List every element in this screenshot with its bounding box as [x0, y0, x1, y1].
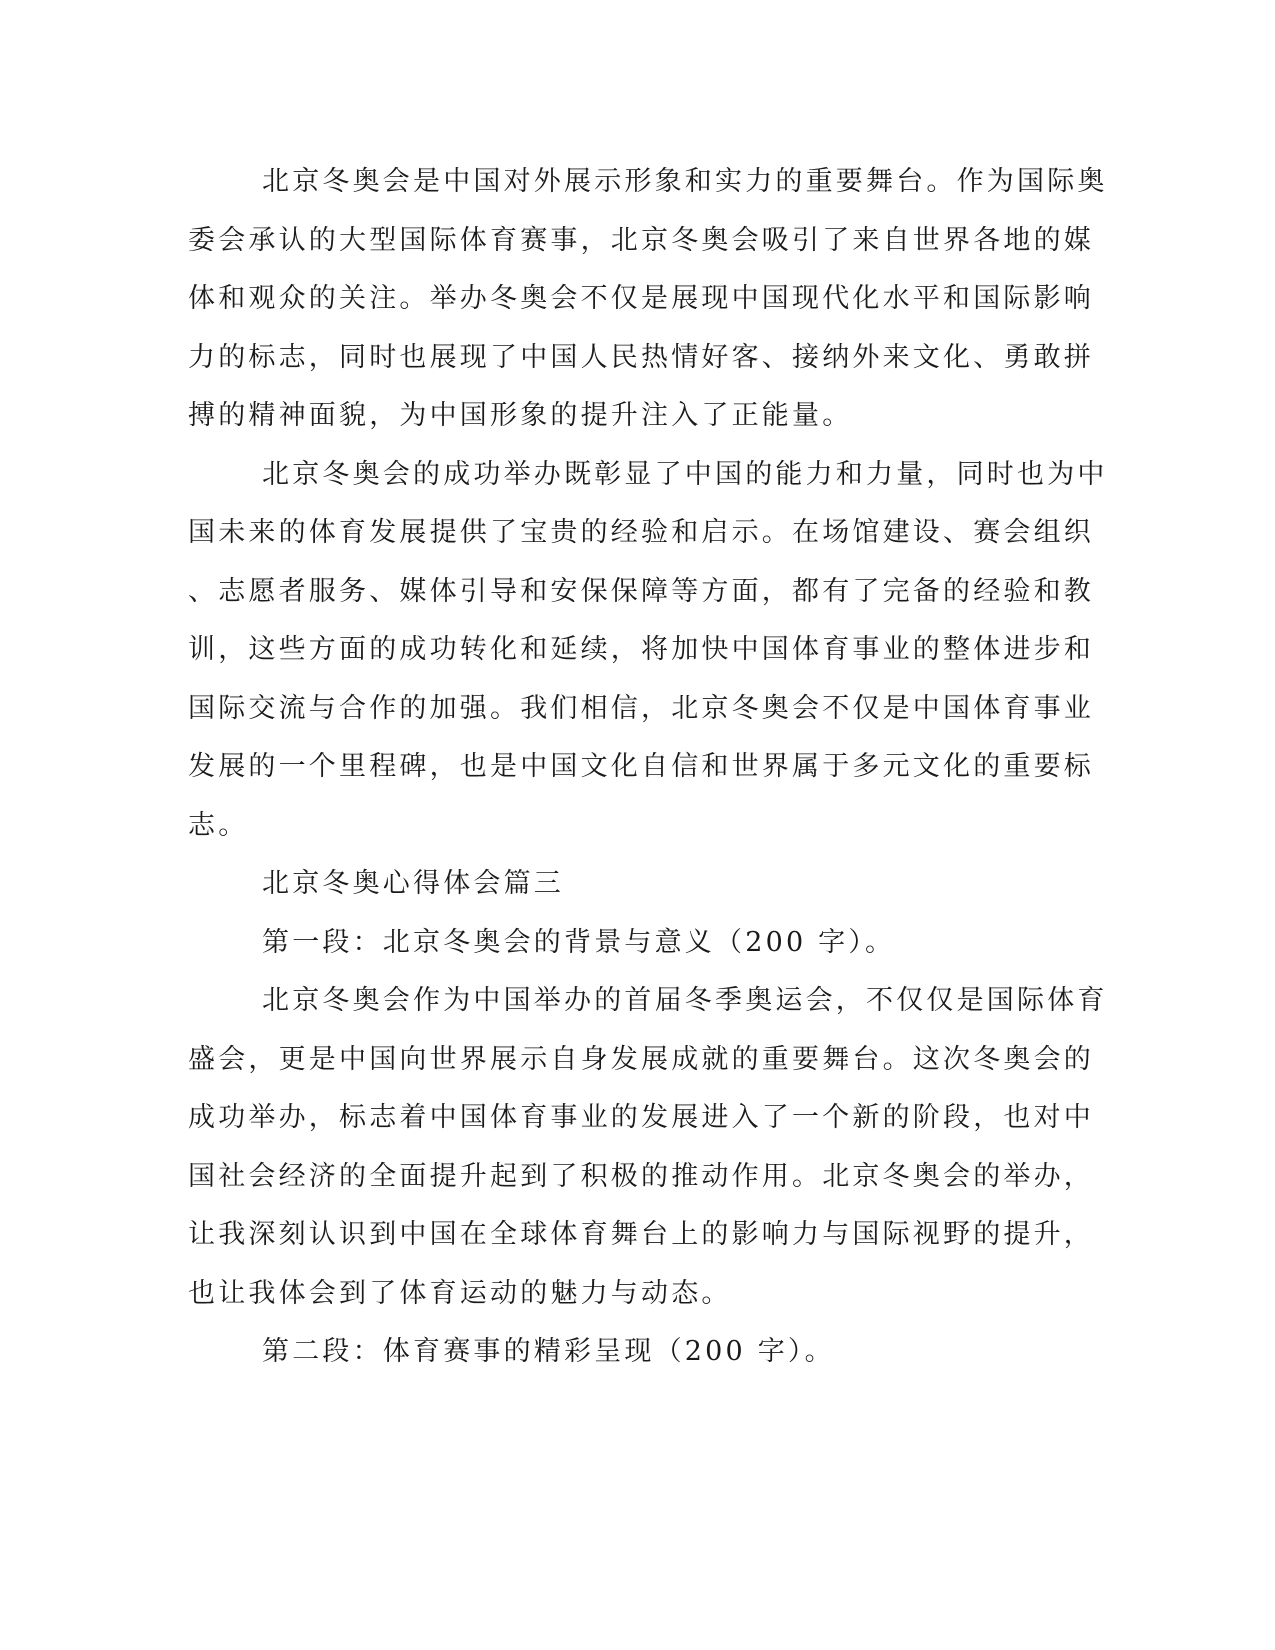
paragraph-2-line-3: 、志愿者服务、媒体引导和安保保障等方面，都有了完备的经验和教 — [188, 576, 1094, 607]
paragraph-2-line-6: 发展的一个里程碑，也是中国文化自信和世界属于多元文化的重要标 — [188, 751, 1094, 782]
paragraph-2-line-4: 训，这些方面的成功转化和延续，将加快中国体育事业的整体进步和 — [188, 634, 1094, 665]
paragraph-1-line-1: 北京冬奥会是中国对外展示形象和实力的重要舞台。作为国际奥 — [262, 166, 1108, 197]
paragraph-3-line-4: 国社会经济的全面提升起到了积极的推动作用。北京冬奥会的举办， — [188, 1161, 1094, 1192]
paragraph-2-line-7: 志。 — [188, 810, 249, 841]
subheading-part-1: 第一段：北京冬奥会的背景与意义（200 字）。 — [262, 927, 896, 958]
paragraph-1-line-2: 委会承认的大型国际体育赛事，北京冬奥会吸引了来自世界各地的媒 — [188, 225, 1094, 256]
paragraph-3-line-1: 北京冬奥会作为中国举办的首届冬季奥运会，不仅仅是国际体育 — [262, 985, 1108, 1016]
paragraph-2-line-1: 北京冬奥会的成功举办既彰显了中国的能力和力量，同时也为中 — [262, 459, 1108, 490]
paragraph-3-line-2: 盛会，更是中国向世界展示自身发展成就的重要舞台。这次冬奥会的 — [188, 1044, 1094, 1075]
paragraph-3-line-5: 让我深刻认识到中国在全球体育舞台上的影响力与国际视野的提升， — [188, 1219, 1094, 1250]
paragraph-1-line-3: 体和观众的关注。举办冬奥会不仅是展现中国现代化水平和国际影响 — [188, 283, 1094, 314]
paragraph-2-line-5: 国际交流与合作的加强。我们相信，北京冬奥会不仅是中国体育事业 — [188, 693, 1094, 724]
paragraph-1-line-4: 力的标志，同时也展现了中国人民热情好客、接纳外来文化、勇敢拼 — [188, 342, 1094, 373]
paragraph-1-line-5: 搏的精神面貌，为中国形象的提升注入了正能量。 — [188, 400, 853, 431]
paragraph-3-line-3: 成功举办，标志着中国体育事业的发展进入了一个新的阶段，也对中 — [188, 1102, 1094, 1133]
paragraph-3-line-6: 也让我体会到了体育运动的魅力与动态。 — [188, 1278, 732, 1309]
paragraph-2-line-2: 国未来的体育发展提供了宝贵的经验和启示。在场馆建设、赛会组织 — [188, 517, 1094, 548]
subheading-part-2: 第二段：体育赛事的精彩呈现（200 字）。 — [262, 1336, 835, 1367]
section-heading: 北京冬奥心得体会篇三 — [262, 868, 564, 899]
